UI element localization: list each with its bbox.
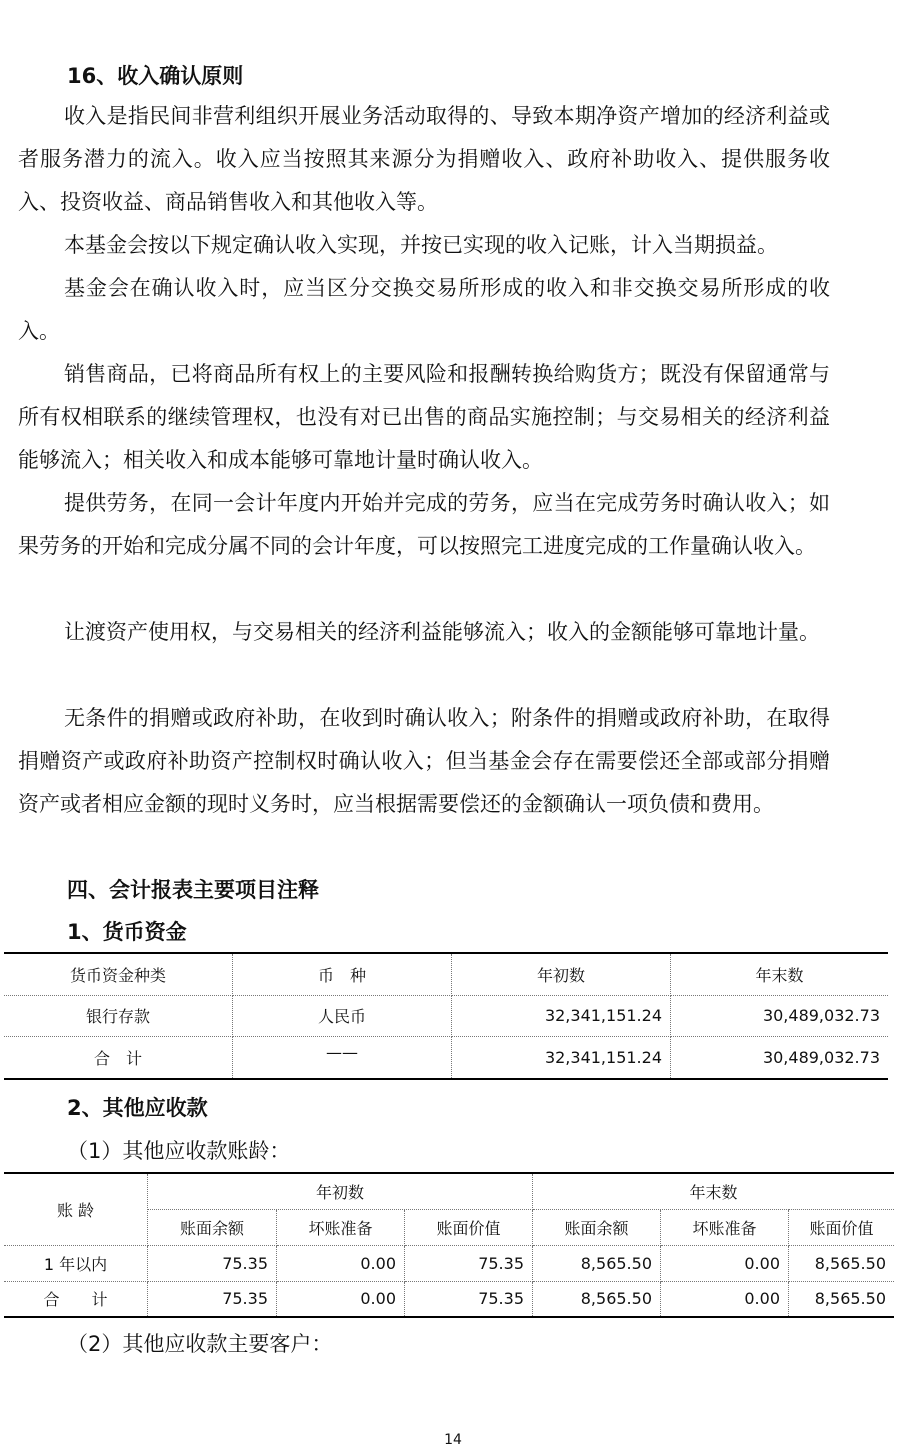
table-cell: 30,489,032.73 [671, 995, 889, 1036]
table-cell: 1 年以内 [4, 1245, 148, 1281]
table-cell: 人民币 [233, 995, 452, 1036]
paragraph-services: 提供劳务，在同一会计年度内开始并完成的劳务，应当在完成劳务时确认收入；如果劳务的开始和完成分属不同的会计年度，可以按照完工进度完成的工作量确认收入。 [18, 491, 830, 558]
cash-heading: 1、货币资金 [67, 920, 187, 944]
header-cell: 账面余额 [533, 1209, 661, 1245]
table-cell: 8,565.50 [533, 1245, 661, 1281]
table-cell: 75.35 [405, 1245, 533, 1281]
table-header-row [4, 1173, 894, 1209]
table-row [4, 1245, 894, 1281]
header-cell: 账面价值 [405, 1209, 533, 1245]
table-cell: 32,341,151.24 [452, 1036, 671, 1079]
aging-subheading: （1）其他应收款账龄： [67, 1139, 291, 1163]
table-cell: 32,341,151.24 [452, 995, 671, 1036]
header-cell: 坏账准备 [661, 1209, 789, 1245]
header-cell: 账面余额 [148, 1209, 277, 1245]
table-cell: 0.00 [661, 1245, 789, 1281]
table-cell: 8,565.50 [789, 1245, 895, 1281]
section-16-heading: 16、收入确认原则 [67, 64, 244, 88]
section-4-heading: 四、会计报表主要项目注释 [67, 878, 319, 902]
header-cell: 年末数 [671, 953, 889, 995]
table-cell: 8,565.50 [533, 1281, 661, 1317]
table-cell: —— [233, 1036, 452, 1079]
table-cell: 8,565.50 [814, 1289, 886, 1309]
header-cell: 币 种 [233, 953, 452, 995]
header-cell: 账面价值 [789, 1209, 895, 1245]
paragraph-exchange-distinction: 基金会在确认收入时，应当区分交换交易所形成的收入和非交换交易所形成的收入。 [18, 276, 830, 343]
header-cell: 坏账准备 [277, 1209, 405, 1245]
header-cell: 年初数 [148, 1173, 533, 1209]
page-number: 14 [444, 1432, 462, 1448]
paragraph-asset-use: 让渡资产使用权，与交易相关的经济利益能够流入；收入的金额能够可靠地计量。 [64, 620, 820, 644]
paragraph-donations: 无条件的捐赠或政府补助，在收到时确认收入；附条件的捐赠或政府补助，在取得捐赠资产或政府补助资产控制权时确认收入；但当基金会存在需要偿还全部或部分捐赠资产或者相应金额的现时义务时，应当根据需要偿还的金额确认一项负债和费用。 [18, 706, 830, 816]
header-cell: 账 龄 [4, 1173, 148, 1245]
cash-table [4, 952, 888, 1080]
table-cell: 75.35 [148, 1245, 277, 1281]
table-cell: 银行存款 [4, 995, 233, 1036]
header-cell: 货币资金种类 [4, 953, 233, 995]
table-row-total [4, 1036, 888, 1079]
aging-table [4, 1172, 894, 1318]
header-cell: 年初数 [452, 953, 671, 995]
table-cell: 30,489,032.73 [762, 1047, 880, 1067]
header-cell: 年末数 [533, 1173, 895, 1209]
receivables-heading: 2、其他应收款 [67, 1096, 208, 1120]
paragraph-recognition-basis: 本基金会按以下规定确认收入实现，并按已实现的收入记账，计入当期损益。 [64, 233, 778, 257]
table-cell: 0.00 [277, 1281, 405, 1317]
table-row [4, 995, 888, 1036]
table-cell: 0.00 [661, 1281, 789, 1317]
paragraph-income-definition: 收入是指民间非营利组织开展业务活动取得的、导致本期净资产增加的经济利益或者服务潜力的流入。收入应当按照其来源分为捐赠收入、政府补助收入、提供服务收入、投资收益、商品销售收入和其他收入等。 [18, 104, 830, 214]
main-clients-subheading: （2）其他应收款主要客户： [67, 1332, 333, 1356]
paragraph-sales-goods: 销售商品，已将商品所有权上的主要风险和报酬转换给购货方；既没有保留通常与所有权相联系的继续管理权，也没有对已出售的商品实施控制；与交易相关的经济利益能够流入；相关收入和成本能够可靠地计量时确认收入。 [18, 362, 830, 472]
table-cell: 75.35 [148, 1281, 277, 1317]
table-cell: 合 计 [4, 1036, 233, 1079]
table-cell: 0.00 [277, 1245, 405, 1281]
table-header-row [4, 953, 888, 995]
table-cell: 75.35 [405, 1281, 533, 1317]
table-row-total [4, 1281, 894, 1317]
table-cell: 合 计 [4, 1281, 148, 1317]
